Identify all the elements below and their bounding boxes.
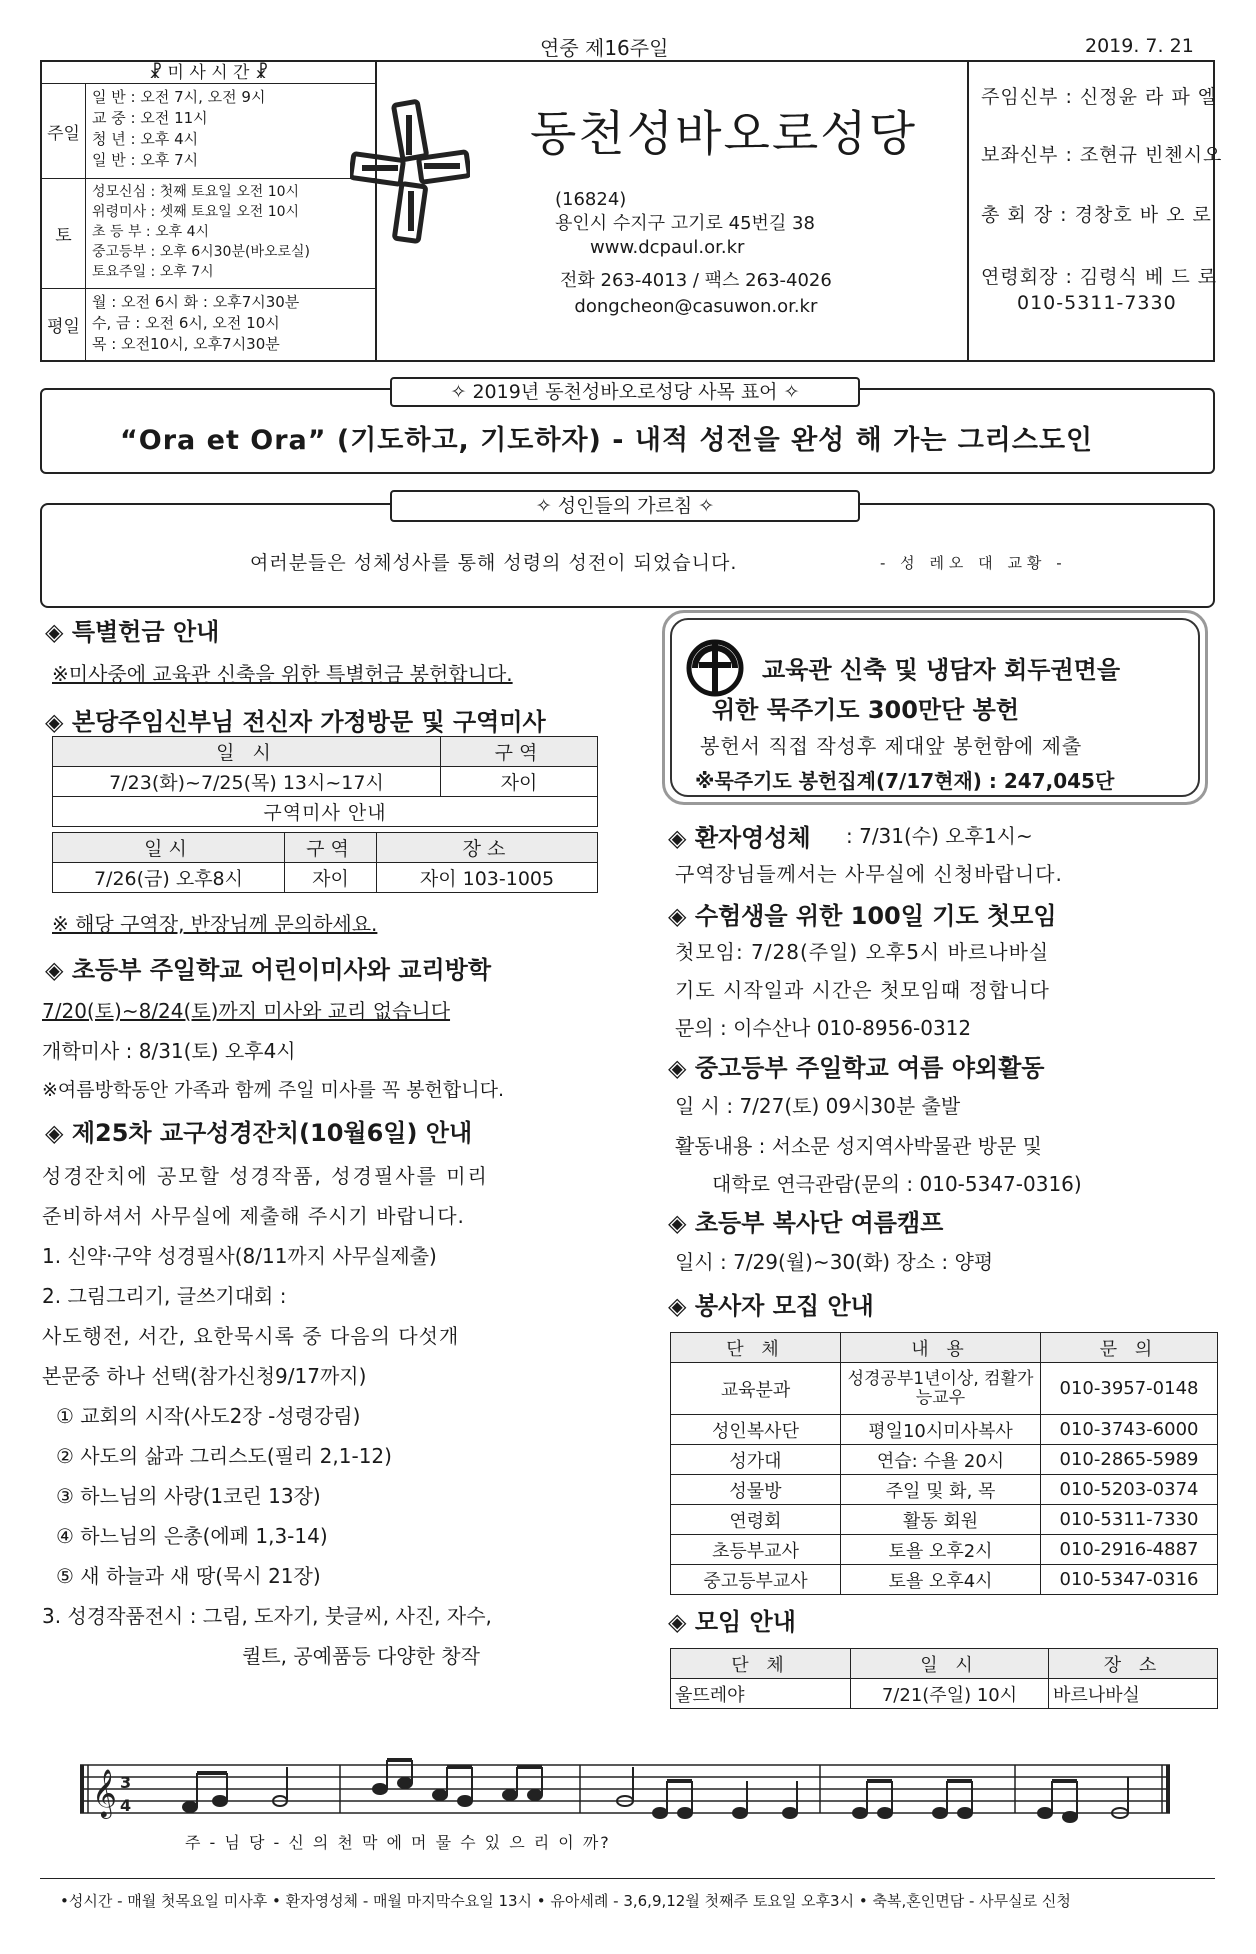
diocese-cross-icon	[685, 638, 745, 698]
table-row	[671, 1505, 1218, 1535]
saints-attribution: - 성 레오 대 교황 -	[880, 554, 1067, 572]
children-mass-line2: 개학미사 : 8/31(토) 오후4시	[42, 1039, 296, 1063]
exam-prayer-line1: 첫모임: 7/28(주일) 오후5시 바르나바실	[675, 940, 1050, 964]
exam-prayer-title: ◈ 수험생을 위한 100일 기도 첫모임	[668, 902, 1057, 930]
table-cell: 울뜨레야	[671, 1679, 851, 1709]
appeal-tally: ※묵주기도 봉헌집계(7/17현재) : 247,045단	[695, 769, 1115, 793]
table-cell: 연습: 수욜 20시	[841, 1445, 1041, 1475]
staff-president: 총 회 장 : 경창호 바 오 로	[981, 204, 1212, 226]
table-row	[671, 1679, 1218, 1709]
mass-row: 교 중 : 오전 11시	[92, 109, 208, 127]
sick-communion-time: : 7/31(수) 오후1시~	[846, 824, 1033, 848]
mass-schedule	[42, 62, 377, 360]
home-visit-title: ◈ 본당주임신부님 전신자 가정방문 및 구역미사	[45, 708, 546, 736]
time-signature-top: 3	[120, 1773, 132, 1792]
table-row	[671, 1535, 1218, 1565]
table-cell: 010-5203-0374	[1041, 1475, 1218, 1505]
note	[373, 1784, 387, 1794]
table-header: 단 체	[671, 1333, 841, 1363]
mass-group-saturday	[42, 179, 375, 289]
mass-row: 일 반 : 오전 7시, 오전 9시	[92, 88, 266, 106]
mass-row: 목 : 오전10시, 오후7시30분	[92, 335, 280, 353]
note	[458, 1796, 472, 1806]
table-cell: 010-3957-0148	[1041, 1363, 1218, 1415]
week-label: 연중 제16주일	[540, 36, 669, 60]
motto-text: “Ora et Ora” (기도하고, 기도하자) - 내적 성전을 완성 해 가는 그리스도인	[120, 425, 1094, 456]
table-cell: 자이 103-1005	[377, 863, 598, 893]
meetings-title: ◈ 모임 안내	[668, 1608, 796, 1636]
table-cell: 010-5347-0316	[1041, 1565, 1218, 1595]
table-header: 구역	[285, 833, 377, 863]
special-offering-title: ◈ 특별헌금 안내	[45, 618, 220, 646]
email: dongcheon@casuwon.or.kr	[574, 296, 818, 317]
table-cell: 바르나바실	[1049, 1679, 1218, 1709]
bible-festival-item2b: 본문중 하나 선택(참가신청9/17까지)	[42, 1364, 367, 1388]
note	[853, 1808, 867, 1818]
phone-fax: 전화 263-4013 / 팩스 263-4026	[560, 270, 832, 291]
district-mass-subtitle: 구역미사 안내	[53, 797, 598, 827]
table-cell: 활동 회원	[841, 1505, 1041, 1535]
children-mass-line1: 7/20(토)~8/24(토)까지 미사와 교리 없습니다	[42, 999, 451, 1023]
mass-row: 토요주일 : 오후 7시	[92, 264, 214, 280]
district-mass-table	[52, 832, 598, 893]
bible-festival-item2: 2. 그림그리기, 글쓰기대회 :	[42, 1284, 287, 1308]
mass-row: 위령미사 : 셋째 토요일 오전 10시	[92, 204, 300, 220]
mass-row: 수, 금 : 오전 6시, 오전 10시	[92, 314, 280, 332]
bible-topic: ⑤ 새 하늘과 새 땅(묵시 21장)	[56, 1564, 321, 1588]
sick-communion-title: ◈ 환자영성체	[668, 824, 811, 852]
table-cell: 010-5311-7330	[1041, 1505, 1218, 1535]
note	[433, 1790, 447, 1800]
table-header: 단 체	[671, 1649, 851, 1679]
volunteers-table	[670, 1332, 1218, 1595]
church-address	[555, 188, 815, 260]
table-header: 장 소	[1049, 1649, 1218, 1679]
table-row	[671, 1363, 1218, 1415]
mass-group-sunday	[42, 84, 375, 179]
special-offering-text: ※미사중에 교육관 신축을 위한 특별헌금 봉헌합니다.	[52, 662, 513, 686]
note	[933, 1808, 947, 1818]
appeal-line2: 위한 묵주기도 300만단 봉헌	[712, 696, 1020, 724]
table-cell: 010-2865-5989	[1041, 1445, 1218, 1475]
note	[878, 1808, 892, 1818]
bible-festival-intro1: 성경잔치에 공모할 성경작품, 성경필사를 미리	[42, 1164, 489, 1188]
table-cell: 자이	[441, 767, 598, 797]
church-contact	[560, 268, 832, 320]
table-cell: 주일 및 화, 목	[841, 1475, 1041, 1505]
staff-phone: 010-5311-7330	[1017, 292, 1177, 314]
staff-assistant: 보좌신부 : 조현규 빈첸시오	[981, 144, 1223, 166]
table-cell: 010-3743-6000	[1041, 1415, 1218, 1445]
table-cell: 010-2916-4887	[1041, 1535, 1218, 1565]
note	[678, 1808, 692, 1818]
table-row	[671, 1565, 1218, 1595]
bible-topic: ② 사도의 삶과 그리스도(필리 2,1-12)	[56, 1444, 392, 1468]
date-label: 2019. 7. 21	[1085, 35, 1194, 57]
footer-notes: •성시간 - 매월 첫목요일 미사후 • 환자영성체 - 매월 마지막수요일 13시 • 유아세례 - 3,6,9,12월 첫째주 토요일 오후3시 • 축복,혼인면담 - 사무실로 신청	[60, 1892, 1071, 1910]
table-cell: 성경공부1년이상, 컴활가능교우	[841, 1363, 1041, 1415]
bible-topic: ③ 하느님의 사랑(1코린 13장)	[56, 1484, 321, 1508]
bible-festival-item1: 1. 신약·구약 성경필사(8/11까지 사무실제출)	[42, 1244, 437, 1268]
note	[733, 1808, 747, 1818]
note	[183, 1802, 197, 1812]
appeal-line3: 봉헌서 직접 작성후 제대앞 봉헌함에 제출	[700, 734, 1083, 758]
table-cell: 토욜 오후4시	[841, 1565, 1041, 1595]
note	[213, 1796, 227, 1806]
table-cell: 자이	[285, 863, 377, 893]
address-line: 용인시 수지구 고기로 45번길 38	[555, 213, 815, 234]
youth-outing-line1: 일 시 : 7/27(토) 09시30분 출발	[675, 1094, 961, 1118]
website: www.dcpaul.or.kr	[590, 237, 745, 258]
note	[958, 1808, 972, 1818]
mass-group-label: 토	[42, 179, 86, 288]
note	[398, 1778, 412, 1788]
note	[528, 1790, 542, 1800]
table-header: 일 시	[53, 737, 441, 767]
bible-festival-item3b: 퀼트, 공예품등 다양한 창작	[242, 1644, 480, 1668]
table-cell: 연령회	[671, 1505, 841, 1535]
table-row	[671, 1475, 1218, 1505]
staff-funeral-head: 연령회장 : 김령식 베 드 로	[981, 266, 1218, 288]
footer-divider	[40, 1878, 1215, 1879]
table-cell: 성물방	[671, 1475, 841, 1505]
exam-prayer-line2: 기도 시작일과 시간은 첫모임때 정합니다	[675, 978, 1050, 1002]
mass-row: 성모신심 : 첫째 토요일 오전 10시	[92, 184, 300, 200]
meetings-table	[670, 1648, 1218, 1709]
church-logo-icon	[350, 95, 470, 245]
hymn-lyrics: 주 - 님 당 - 신 의 천 막 에 머 물 수 있 으 리 이 까?	[185, 1833, 611, 1852]
altar-camp-line: 일시 : 7/29(월)~30(화) 장소 : 양평	[675, 1250, 994, 1274]
youth-outing-line3: 대학로 연극관람(문의 : 010-5347-0316)	[712, 1172, 1082, 1196]
sick-communion-text: 구역장님들께서는 사무실에 신청바랍니다.	[675, 862, 1063, 886]
note	[503, 1790, 517, 1800]
table-row	[53, 767, 598, 797]
mass-row: 중고등부 : 오후 6시30분(바오로실)	[92, 244, 311, 260]
table-cell: 중고등부교사	[671, 1565, 841, 1595]
note	[1038, 1808, 1052, 1818]
table-header: 일시	[53, 833, 285, 863]
table-header: 구역	[441, 737, 598, 767]
mass-row: 초 등 부 : 오후 4시	[92, 224, 210, 240]
table-row	[671, 1445, 1218, 1475]
table-cell: 성인복사단	[671, 1415, 841, 1445]
time-signature-bottom: 4	[120, 1796, 132, 1815]
home-visit-table	[52, 736, 598, 827]
table-cell: 성가대	[671, 1445, 841, 1475]
children-mass-title: ◈ 초등부 주일학교 어린이미사와 교리방학	[45, 956, 492, 984]
saints-tab: ✧ 성인들의 가르침 ✧	[390, 490, 860, 522]
table-cell: 교육분과	[671, 1363, 841, 1415]
treble-clef-icon: 𝄞	[92, 1768, 117, 1817]
table-cell: 7/21(주일) 10시	[851, 1679, 1049, 1709]
staff-pastor: 주임신부 : 신정윤 라 파 엘	[981, 86, 1218, 108]
youth-outing-line2: 활동내용 : 서소문 성지역사박물관 방문 및	[675, 1134, 1042, 1158]
table-header: 내 용	[841, 1333, 1041, 1363]
staff-list	[967, 62, 1223, 360]
note	[1063, 1812, 1077, 1822]
postcode: (16824)	[555, 189, 627, 210]
note	[653, 1808, 667, 1818]
volunteers-title: ◈ 봉사자 모집 안내	[668, 1292, 874, 1320]
youth-outing-title: ◈ 중고등부 주일학교 여름 야외활동	[668, 1054, 1045, 1082]
motto-tab: ✧ 2019년 동천성바오로성당 사목 표어 ✧	[390, 377, 860, 407]
table-cell: 7/23(화)~7/25(목) 13시~17시	[53, 767, 441, 797]
table-cell: 토욜 오후2시	[841, 1535, 1041, 1565]
exam-prayer-line3: 문의 : 이수산나 010-8956-0312	[675, 1016, 972, 1040]
altar-camp-title: ◈ 초등부 복사단 여름캠프	[668, 1209, 944, 1237]
table-row	[53, 863, 598, 893]
bible-festival-item2a: 사도행전, 서간, 요한묵시록 중 다음의 다섯개	[42, 1324, 460, 1348]
bible-festival-item3: 3. 성경작품전시 : 그림, 도자기, 붓글씨, 사진, 자수,	[42, 1604, 492, 1628]
table-cell: 초등부교사	[671, 1535, 841, 1565]
table-header: 장소	[377, 833, 598, 863]
appeal-line1: 교육관 신축 및 냉담자 회두권면을	[762, 656, 1120, 684]
mass-group-weekday	[42, 289, 375, 360]
saints-quote: 여러분들은 성체성사를 통해 성령의 성전이 되었습니다.	[250, 552, 738, 574]
children-mass-line3: ※여름방학동안 가족과 함께 주일 미사를 꼭 봉헌합니다.	[42, 1079, 504, 1101]
mass-row: 일 반 : 오후 7시	[92, 151, 199, 169]
bible-topic: ① 교회의 시작(사도2장 -성령강림)	[56, 1404, 361, 1428]
mass-schedule-title: ☧ 미 사 시 간 ☧	[42, 62, 375, 84]
mass-group-label: 평일	[42, 289, 86, 360]
bible-festival-title: ◈ 제25차 교구성경잔치(10월6일) 안내	[45, 1119, 473, 1147]
table-header: 일 시	[851, 1649, 1049, 1679]
table-cell: 7/26(금) 오후8시	[53, 863, 285, 893]
mass-group-label: 주일	[42, 84, 86, 178]
note	[783, 1808, 797, 1818]
table-cell: 평일10시미사복사	[841, 1415, 1041, 1445]
table-row	[671, 1415, 1218, 1445]
mass-row: 청 년 : 오후 4시	[92, 130, 199, 148]
church-name: 동천성바오로성당	[530, 106, 917, 162]
mass-row: 월 : 오전 6시 화 : 오후7시30분	[92, 293, 300, 311]
table-header: 문 의	[1041, 1333, 1218, 1363]
bible-topic: ④ 하느님의 은총(에페 1,3-14)	[56, 1524, 328, 1548]
bible-festival-intro2: 준비하셔서 사무실에 제출해 주시기 바랍니다.	[42, 1204, 465, 1228]
home-visit-note: ※ 해당 구역장, 반장님께 문의하세요.	[52, 912, 378, 936]
